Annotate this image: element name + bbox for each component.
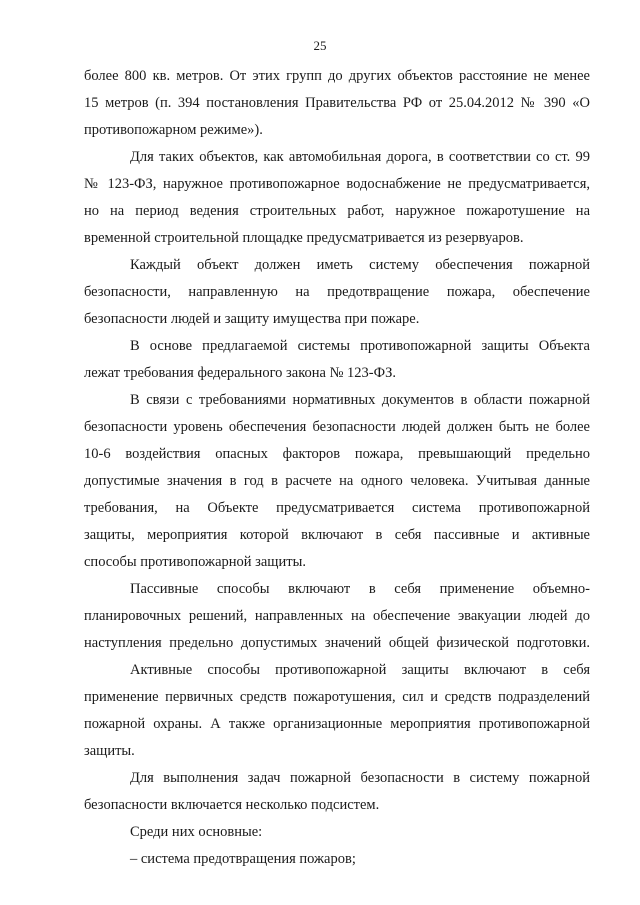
page-number: 25 xyxy=(313,38,327,53)
text-line: В связи с требованиями нормативных документов в области пожарной xyxy=(130,392,590,408)
text-line: допустимые значения в год в расчете на одного человека. Учитывая данные xyxy=(84,473,590,489)
text-line: защиты, мероприятия которой включают в себя пассивные и активные xyxy=(84,527,590,543)
list-item: – система предотвращения пожаров; xyxy=(130,851,356,867)
text-line: противопожарном режиме»). xyxy=(84,122,263,138)
text-line: защиты. xyxy=(84,743,135,759)
text-line: № 123-ФЗ, наружное противопожарное водоснабжение не предусматривается, xyxy=(84,176,590,192)
text-line: но на период ведения строительных работ, наружное пожаротушение на xyxy=(84,203,590,219)
text-line: планировочных решений, направленных на обеспечение эвакуации людей до xyxy=(84,608,590,624)
text-line: применение первичных средств пожаротушения, сил и средств подразделений xyxy=(84,689,590,705)
text-line: 10-6 воздействия опасных факторов пожара, превышающий предельно xyxy=(84,446,590,462)
text-line: лежат требования федерального закона № 123-ФЗ. xyxy=(84,365,396,381)
text-line: требования, на Объекте предусматривается система противопожарной xyxy=(84,500,590,516)
text-line: временной строительной площадке предусматривается из резервуаров. xyxy=(84,230,524,246)
text-line: Каждый объект должен иметь систему обеспечения пожарной xyxy=(130,257,590,273)
text-line: Среди них основные: xyxy=(130,824,263,840)
text-line: более 800 кв. метров. От этих групп до других объектов расстояние не менее xyxy=(84,68,590,84)
text-line: наступления предельно допустимых значений общей физической подготовки. xyxy=(84,635,590,651)
text-line: Для выполнения задач пожарной безопасности в систему пожарной xyxy=(130,770,590,786)
text-line: Пассивные способы включают в себя применение объемно- xyxy=(130,581,590,597)
text-line: безопасности людей и защиту имущества при пожаре. xyxy=(84,311,420,327)
text-line: Для таких объектов, как автомобильная дорога, в соответствии со ст. 99 xyxy=(130,149,590,165)
text-line: Активные способы противопожарной защиты включают в себя xyxy=(130,662,590,678)
text-line: безопасности, направленную на предотвращение пожара, обеспечение xyxy=(84,284,590,300)
text-line: 15 метров (п. 394 постановления Правительства РФ от 25.04.2012 № 390 «О xyxy=(84,95,590,111)
text-line: способы противопожарной защиты. xyxy=(84,554,306,570)
text-line: пожарной охраны. А также организационные мероприятия противопожарной xyxy=(84,716,590,732)
text-line: безопасности уровень обеспечения безопасности людей должен быть не более xyxy=(84,419,590,435)
text-line: В основе предлагаемой системы противопожарной защиты Объекта xyxy=(130,338,590,354)
text-line: безопасности включается несколько подсистем. xyxy=(84,797,380,813)
